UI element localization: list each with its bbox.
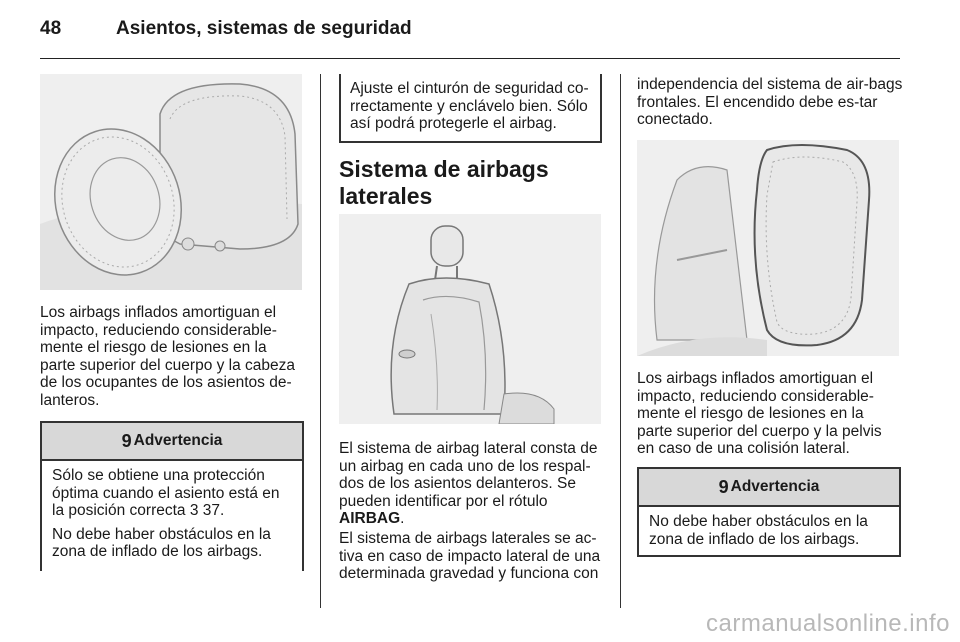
page-title: Asientos, sistemas de seguridad xyxy=(116,18,412,39)
warning-text-3: No debe haber obstáculos en la zona de inflado de los airbags. xyxy=(649,513,868,548)
watermark: carmanualsonline.info xyxy=(706,610,950,637)
warning-title: Advertencia xyxy=(133,432,223,449)
page-header xyxy=(40,18,900,48)
inflated-side-airbag-illustration xyxy=(637,140,899,356)
warning-text-1-content: Sólo se obtiene una protección óptima cuando el asiento está en la posición correcta xyxy=(52,467,280,519)
side-airbag-paragraph-1 xyxy=(339,440,605,528)
warning-box-inflation-zone xyxy=(637,467,901,557)
front-airbags-illustration xyxy=(40,74,302,290)
warning-body xyxy=(42,461,302,575)
front-airbags-figure xyxy=(40,74,302,290)
warning-triangle-icon: 9 xyxy=(121,430,132,451)
warning-header xyxy=(42,423,302,461)
continuation-paragraph: independencia del sistema de air-bags frontales. El encendido debe es-tar conectado. xyxy=(637,76,903,128)
warning-text-2: No debe haber obstáculos en la zona de inflado de los airbags. xyxy=(52,525,271,560)
airbag-label: AIRBAG xyxy=(339,510,401,527)
page-reference-icon: 3 xyxy=(189,502,199,519)
header-rule xyxy=(40,58,900,59)
seat-illustration xyxy=(339,214,601,424)
seatbelt-note-box: Ajuste el cinturón de seguridad co-rrectamente y enclávelo bien. Sólo así podrá protegerle el airbag. xyxy=(339,74,602,143)
column-separator-1 xyxy=(320,74,321,608)
side-airbag-inflated-figure xyxy=(637,140,899,356)
intro-paragraph: Los airbags inflados amortiguan el impacto, reduciendo considerable-mente el riesgo de lesiones en la parte superior del cuerpo y la cabeza de los ocupantes de los asientos de-lanteros. xyxy=(40,304,296,409)
page-number: 48 xyxy=(40,18,62,39)
page-reference: 37. xyxy=(198,502,225,519)
warning-header-2 xyxy=(639,469,899,507)
side-airbag-paragraph-1-text: El sistema de airbag lateral consta de un airbag en cada uno de los respal-dos de los asientos delanteros. Se pueden identificar por el rótulo xyxy=(339,440,598,510)
warning-triangle-icon-2: 9 xyxy=(718,476,729,497)
section-title: Sistema de airbags laterales xyxy=(339,156,549,209)
warning-box-seat-position xyxy=(40,421,304,571)
warning-text-1 xyxy=(52,467,292,520)
side-airbag-paragraph-1-end: . xyxy=(400,510,405,527)
warning-title-2: Advertencia xyxy=(730,478,820,495)
column-separator-2 xyxy=(620,74,621,608)
side-airbag-paragraph-2: El sistema de airbags laterales se ac-tiva en caso de impacto lateral de una determinada gravedad y funciona con xyxy=(339,530,601,582)
warning-body-2 xyxy=(639,507,899,562)
side-impact-paragraph: Los airbags inflados amortiguan el impacto, reduciendo considerable-mente el riesgo de lesiones en la parte superior del cuerpo y la pelvis en caso de una colisión lateral. xyxy=(637,370,882,457)
side-airbag-seat-figure xyxy=(339,214,601,424)
